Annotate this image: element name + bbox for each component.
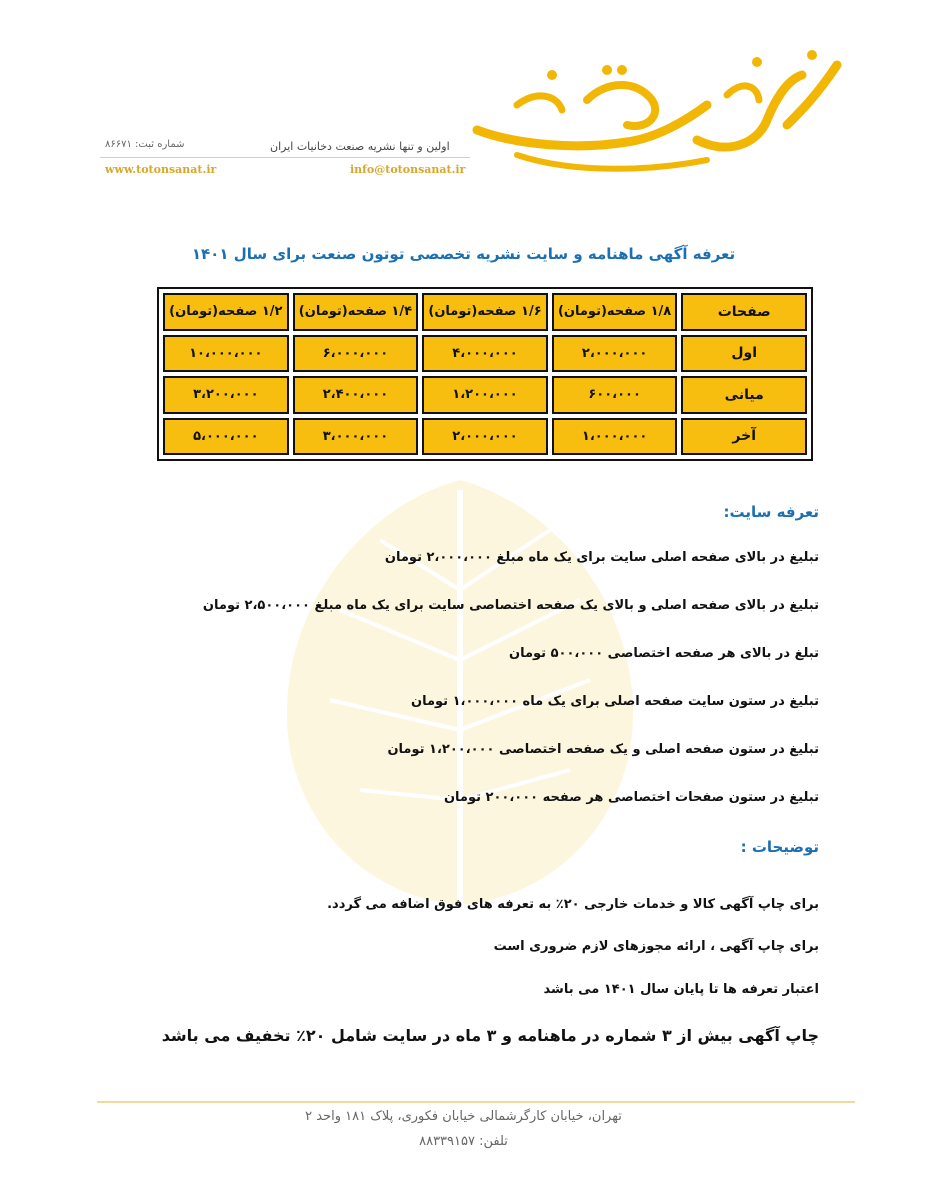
footer-divider [97, 1101, 855, 1103]
site-rates-heading: تعرفه سایت: [723, 503, 819, 521]
registration-number: شماره ثبت: ۸۶۶۷۱ [105, 139, 185, 150]
document-title: تعرفه آگهی ماهنامه و سایت نشریه تخصصی توتون صنعت برای سال ۱۴۰۱ [191, 245, 736, 263]
brand-logo [457, 50, 857, 180]
row-label: میانی [681, 376, 807, 414]
table-cell: ۱،۰۰۰،۰۰۰ [552, 418, 678, 456]
table-row [163, 335, 807, 373]
note-item: برای چاپ آگهی کالا و خدمات خارجی ۲۰٪ به تعرفه های فوق اضافه می گردد. [327, 897, 819, 912]
site-rate-item: تبلغ در بالای هر صفحه اختصاصی ۵۰۰،۰۰۰ تومان [509, 646, 819, 661]
notes-heading: توضیحات : [740, 838, 819, 856]
table-cell: ۲،۰۰۰،۰۰۰ [552, 335, 678, 373]
table-cell: ۲،۴۰۰،۰۰۰ [293, 376, 419, 414]
site-rate-item: تبلیغ در ستون صفحات اختصاصی هر صفحه ۲۰۰،۰۰۰ تومان [443, 790, 819, 805]
table-header-cell: صفحات [681, 293, 807, 331]
header-divider [100, 157, 470, 158]
table-header-cell: ۱/۲ صفحه(تومان) [163, 293, 289, 331]
table-cell: ۵،۰۰۰،۰۰۰ [163, 418, 289, 456]
website-link[interactable]: www.totonsanat.ir [105, 163, 217, 176]
table-row [163, 376, 807, 414]
table-cell: ۳،۰۰۰،۰۰۰ [293, 418, 419, 456]
table-header-cell: ۱/۶ صفحه(تومان) [422, 293, 548, 331]
site-rate-item: تبلیغ در بالای صفحه اصلی سایت برای یک ماه مبلغ ۲،۰۰۰،۰۰۰ تومان [384, 550, 819, 565]
row-label: اول [681, 335, 807, 373]
price-table [157, 287, 813, 461]
table-cell: ۶،۰۰۰،۰۰۰ [293, 335, 419, 373]
leaf-watermark [270, 470, 650, 910]
table-row [163, 418, 807, 456]
table-cell: ۴،۰۰۰،۰۰۰ [422, 335, 548, 373]
table-header-row [163, 293, 807, 331]
row-label: آخر [681, 418, 807, 456]
table-header-cell: ۱/۴ صفحه(تومان) [293, 293, 419, 331]
footer-phone: تلفن: ۸۸۳۳۹۱۵۷ [419, 1134, 508, 1149]
site-rate-item: تبلیغ در بالای صفحه اصلی و بالای یک صفحه اختصاصی سایت برای یک ماه مبلغ ۲،۵۰۰،۰۰۰ تومان [202, 598, 819, 613]
email-link[interactable]: info@totonsanat.ir [350, 163, 466, 176]
table-header-cell: ۱/۸ صفحه(تومان) [552, 293, 678, 331]
footer-address: تهران، خیابان کارگرشمالی خیابان فکوری، پلاک ۱۸۱ واحد ۲ [305, 1109, 622, 1124]
table-cell: ۶۰۰،۰۰۰ [552, 376, 678, 414]
table-cell: ۲،۰۰۰،۰۰۰ [422, 418, 548, 456]
site-rate-item: تبلیغ در ستون صفحه اصلی و یک صفحه اختصاصی ۱،۲۰۰،۰۰۰ تومان [387, 742, 819, 757]
table-cell: ۱،۲۰۰،۰۰۰ [422, 376, 548, 414]
tagline: اولین و تنها نشریه صنعت دخانیات ایران [270, 140, 450, 153]
note-item: اعتبار تعرفه ها تا پایان سال ۱۴۰۱ می باشد [543, 982, 819, 997]
table-cell: ۳،۲۰۰،۰۰۰ [163, 376, 289, 414]
site-rate-item: تبلیغ در ستون سایت صفحه اصلی برای یک ماه ۱،۰۰۰،۰۰۰ تومان [410, 694, 819, 709]
discount-note: چاپ آگهی بیش از ۳ شماره در ماهنامه و ۳ ماه در سایت شامل ۲۰٪ تخفیف می باشد [161, 1026, 819, 1045]
note-item: برای چاپ آگهی ، ارائه مجوزهای لازم ضروری است [493, 939, 819, 954]
table-cell: ۱۰،۰۰۰،۰۰۰ [163, 335, 289, 373]
